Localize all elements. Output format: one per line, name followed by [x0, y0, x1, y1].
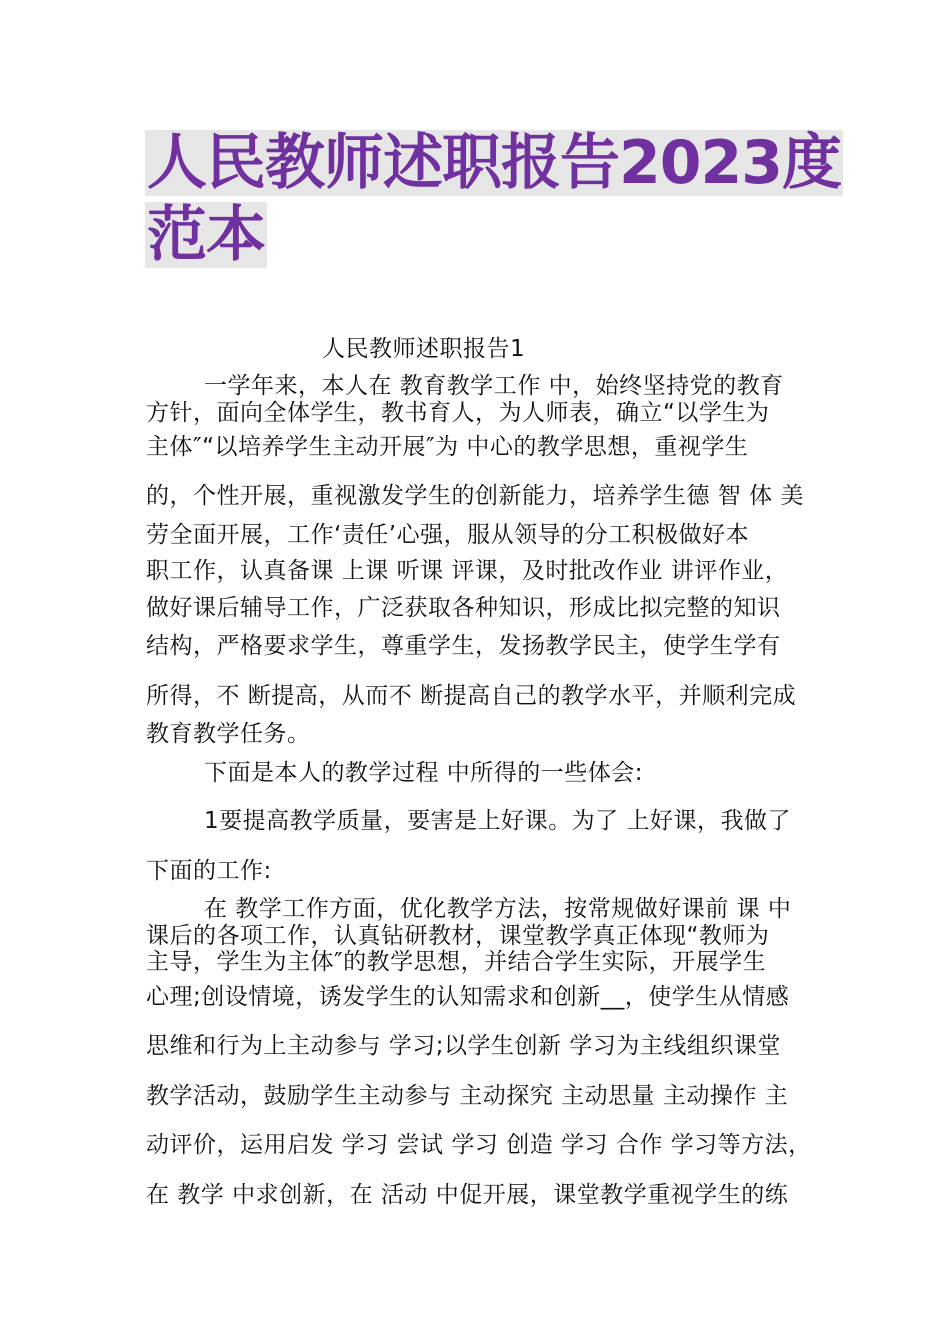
- body-line: 下面是本人的教学过程 中所得的一些体会:: [204, 760, 644, 786]
- body-line: 方针，面向全体学生，教书育人，为人师表，确立“以学生为: [146, 400, 770, 426]
- section-heading: 人民教师述职报告1: [322, 336, 526, 362]
- body-line: 结构，严格要求学生，尊重学生，发扬教学民主，使学生学有: [146, 633, 781, 659]
- body-line: 做好课后辅导工作，广泛获取各种知识，形成比拟完整的知识: [146, 595, 781, 621]
- body-line: 1要提高教学质量，要害是上好课。为了 上好课，我做了: [204, 808, 791, 834]
- body-line: 一学年来，本人在 教育教学工作 中，始终坚持党的教育: [204, 373, 784, 399]
- body-line: 主导，学生为主体″的教学思想，并结合学生实际，开展学生: [146, 949, 767, 975]
- title-line-1: 人民教师述职报告2023度: [147, 128, 841, 198]
- title-line-2: 范本: [147, 200, 265, 270]
- body-line: 的，个性开展，重视激发学生的创新能力，培养学生德 智 体 美: [146, 483, 804, 509]
- body-line: 教学活动，鼓励学生主动参与 主动探究 主动思量 主动操作 主: [146, 1083, 789, 1109]
- body-line: 思维和行为上主动参与 学习;以学生创新 学习为主线组织课堂: [146, 1033, 781, 1059]
- body-line: 课后的各项工作，认真钻研教材，课堂教学真正体现“教师为: [146, 923, 770, 949]
- body-line: 在 教学工作方面，优化教学方法，按常规做好课前 课 中: [204, 896, 792, 922]
- body-line: 教育教学任务。: [146, 721, 311, 747]
- body-line: 职工作，认真备课 上课 听课 评课，及时批改作业 讲评作业，: [146, 558, 789, 584]
- body-line: 动评价，运用启发 学习 尝试 学习 创造 学习 合作 学习等方法，: [146, 1132, 812, 1158]
- body-line: 劳全面开展，工作‘责任’心强，服从领导的分工积极做好本: [146, 522, 750, 548]
- body-line: 在 教学 中求创新，在 活动 中促开展，课堂教学重视学生的练: [146, 1182, 789, 1208]
- body-line: 下面的工作:: [146, 858, 272, 884]
- body-line: 所得，不 断提高，从而不 断提高自己的教学水平，并顺利完成: [146, 683, 797, 709]
- body-line: 心理;创设情境，诱发学生的认知需求和创新__，使学生从情感: [146, 984, 790, 1010]
- body-line: 主体″“以培养学生主动开展″为 中心的教学思想，重视学生: [146, 434, 749, 460]
